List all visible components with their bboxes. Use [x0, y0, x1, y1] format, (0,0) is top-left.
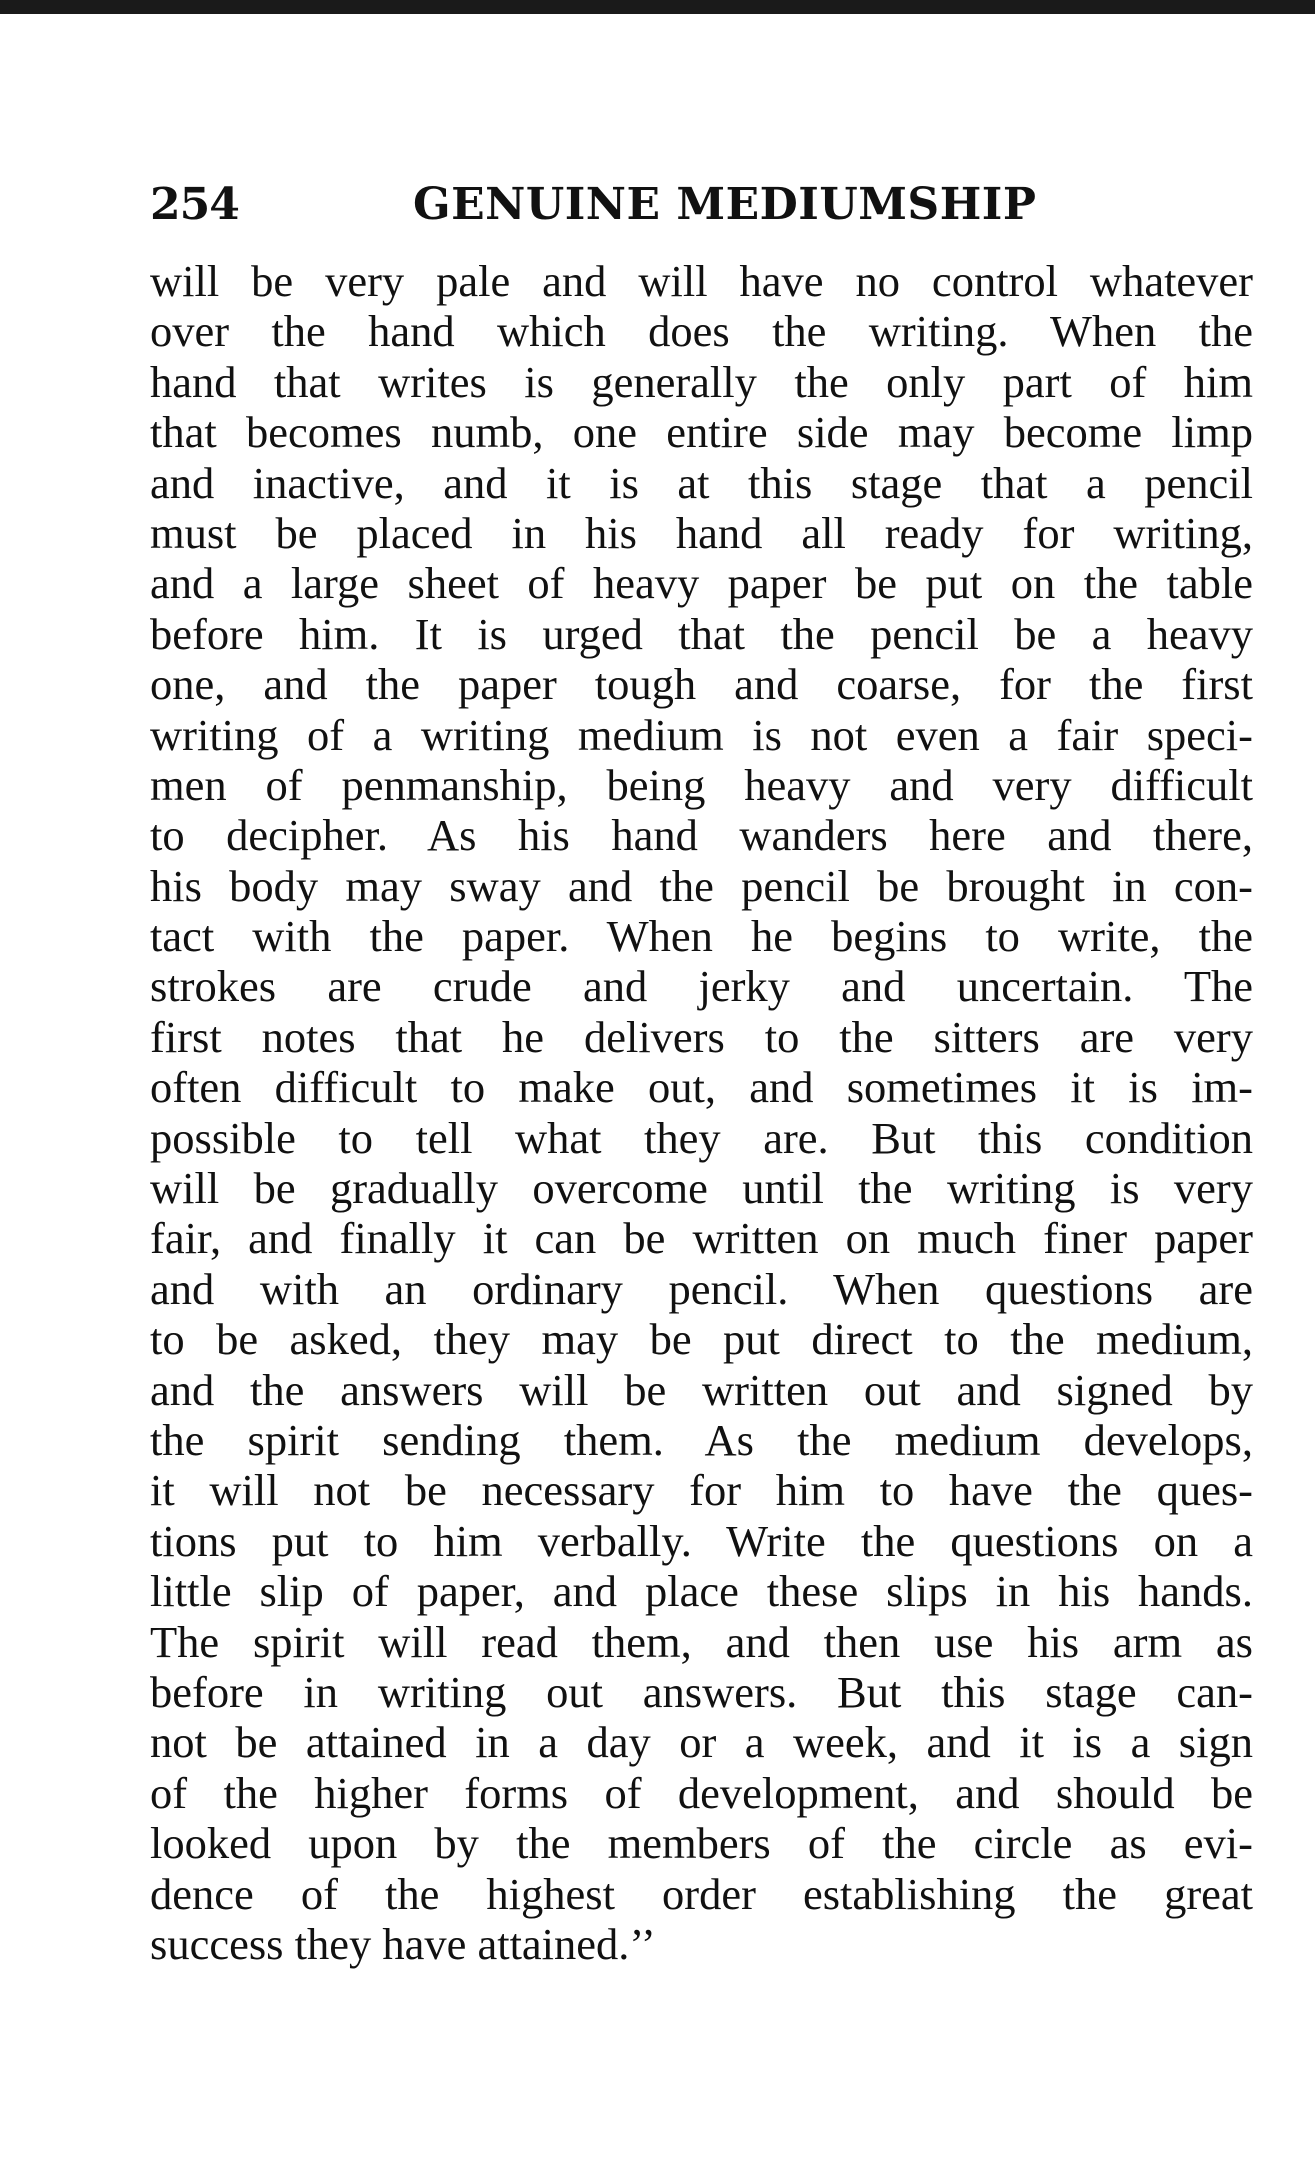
text-line: must be placed in his hand all ready for writing, [150, 507, 1253, 558]
text-line: one, and the paper tough and coarse, for the first [150, 659, 1253, 710]
text-line: and the answers will be written out and signed by [150, 1364, 1253, 1415]
running-head: GENUINE MEDIUMSHIP [413, 179, 1037, 230]
text-line: before in writing out answers. But this stage can- [150, 1666, 1253, 1717]
text-line: it will not be necessary for him to have the ques- [150, 1465, 1253, 1516]
text-line: tact with the paper. When he begins to write, the [150, 911, 1253, 962]
text-line: The spirit will read them, and then use his arm as [150, 1616, 1253, 1667]
page-header [150, 180, 1250, 230]
text-line: will be gradually overcome until the writing is very [150, 1163, 1253, 1214]
text-line: writing of a writing medium is not even a fair speci- [150, 709, 1253, 760]
text-line: men of penmanship, being heavy and very difficult [150, 759, 1253, 810]
text-line: that becomes numb, one entire side may become limp [150, 407, 1253, 458]
text-line: over the hand which does the writing. When the [150, 306, 1253, 357]
text-line: success they have attained.’’ [150, 1918, 656, 1969]
text-line: and a large sheet of heavy paper be put on the table [150, 558, 1253, 609]
top-border-rule [0, 0, 1315, 14]
text-line: tions put to him verbally. Write the questions on a [150, 1515, 1253, 1566]
text-line: of the higher forms of development, and should be [150, 1767, 1253, 1818]
text-line: to be asked, they may be put direct to the medium, [150, 1314, 1253, 1365]
text-line: the spirit sending them. As the medium develops, [150, 1414, 1253, 1465]
text-line: fair, and finally it can be written on much finer paper [150, 1213, 1253, 1264]
text-line: looked upon by the members of the circle as evi- [150, 1818, 1253, 1869]
body-text [150, 256, 1253, 2006]
text-line: strokes are crude and jerky and uncertain. The [150, 961, 1253, 1012]
text-line: and with an ordinary pencil. When questions are [150, 1263, 1253, 1314]
text-line: often difficult to make out, and sometimes it is im- [150, 1062, 1253, 1113]
text-line: before him. It is urged that the pencil be a heavy [150, 608, 1253, 659]
text-line: dence of the highest order establishing the great [150, 1868, 1253, 1919]
text-line: will be very pale and will have no control whatever [150, 256, 1253, 306]
text-line: possible to tell what they are. But this condition [150, 1112, 1253, 1163]
text-line: little slip of paper, and place these slips in his hands. [150, 1566, 1253, 1617]
text-line: to decipher. As his hand wanders here and there, [150, 810, 1253, 861]
text-line: and inactive, and it is at this stage that a pencil [150, 457, 1253, 508]
page-number: 254 [150, 179, 239, 230]
text-line: first notes that he delivers to the sitters are very [150, 1011, 1253, 1062]
text-line: not be attained in a day or a week, and it is a sign [150, 1717, 1253, 1768]
text-line: his body may sway and the pencil be brought in con- [150, 860, 1253, 911]
text-line: hand that writes is generally the only part of him [150, 356, 1253, 407]
